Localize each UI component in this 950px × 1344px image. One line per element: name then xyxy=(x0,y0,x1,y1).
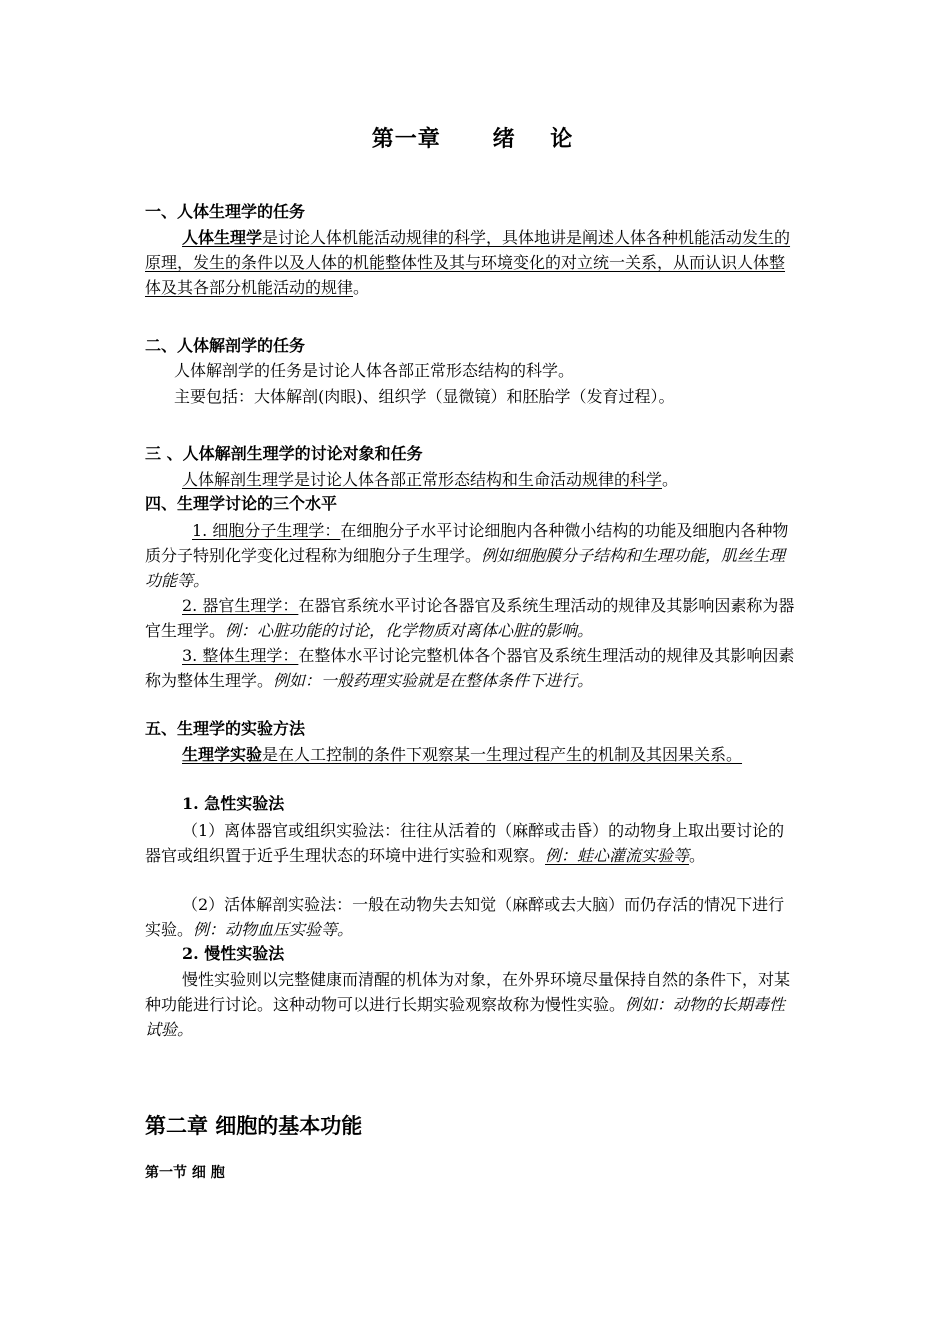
in-vitro-text: （1）离体器官或组织实验法：往往从活着的（麻醉或击昏）的动物身上取出要讨论的器官或组织置于近乎生理状态的环境中进行实验和观察。 xyxy=(145,821,785,865)
level2-paragraph xyxy=(145,593,800,643)
section1-heading: 一、人体生理学的任务 xyxy=(145,202,306,221)
section1-paragraph xyxy=(145,225,800,300)
section5-term: 生理学实验 xyxy=(182,745,263,764)
section-cell-title: 第一节 细 胞 xyxy=(145,1165,225,1181)
chronic-text: 慢性实验则以完整健康而清醒的机体为对象，在外界环境尽量保持自然的条件下，对某种功能进行讨论。这种动物可以进行长期实验观察故称为慢性实验。 xyxy=(145,970,791,1014)
level3-paragraph xyxy=(145,643,800,693)
section3-paragraph xyxy=(145,467,800,492)
level2-label: 2. 器官生理学： xyxy=(182,596,299,615)
section3-end: 。 xyxy=(662,470,679,489)
section1-end: 。 xyxy=(353,278,370,297)
level3-example: 例如：一般药理实验就是在整体条件下进行。 xyxy=(273,671,594,690)
level3-label: 3. 整体生理学： xyxy=(182,646,299,665)
level2-example: 例：心脏功能的讨论，化学物质对离体心脏的影响。 xyxy=(225,621,594,640)
in-vivo-paragraph xyxy=(145,892,800,942)
section2-heading: 二、人体解剖学的任务 xyxy=(145,336,306,355)
level1-example: 例如细胞膜分子结构和生理功能，肌丝生理功能等。 xyxy=(145,546,786,590)
section5-body: 是在人工控制的条件下观察某一生理过程产生的机制及其因果关系。 xyxy=(262,745,743,764)
section1-body: 是讨论人体机能活动规律的科学，具体地讲是阐述人体各种机能活动发生的原理，发生的条件以及人体的机能整体性及其与环境变化的对立统一关系，从而认识人体整体及其各部分机能活动的规律 xyxy=(145,228,791,297)
chapter2-title: 第二章 细胞的基本功能 xyxy=(145,1113,363,1138)
in-vitro-end: 。 xyxy=(689,846,706,865)
level1-text: 在细胞分子水平讨论细胞内各种微小结构的功能及细胞内各种物质分子特别化学变化过程称为细胞分子生理学。 xyxy=(145,521,789,565)
section2-line2: 主要包括：大体解剖(肉眼)、组织学（显微镜）和胚胎学（发育过程）。 xyxy=(174,387,675,406)
acute-method-heading: 1. 急性实验法 xyxy=(182,794,285,813)
chronic-paragraph xyxy=(145,967,800,1042)
section5-paragraph xyxy=(145,742,800,767)
in-vitro-paragraph xyxy=(145,818,800,868)
section4-heading: 四、生理学讨论的三个水平 xyxy=(145,494,338,513)
section3-body: 人体解剖生理学是讨论人体各部正常形态结构和生命活动规律的科学 xyxy=(182,470,663,489)
level1-paragraph xyxy=(145,518,800,593)
in-vivo-example: 例：动物血压实验等。 xyxy=(193,920,354,939)
in-vitro-example: 例：蛙心灌流实验等 xyxy=(545,846,690,865)
section2-line1: 人体解剖学的任务是讨论人体各部正常形态结构的科学。 xyxy=(174,361,575,380)
level2-text: 在器官系统水平讨论各器官及系统生理活动的规律及其影响因素称为器官生理学。 xyxy=(145,596,795,640)
level3-text: 在整体水平讨论完整机体各个器官及系统生理活动的规律及其影响因素称为整体生理学。 xyxy=(145,646,795,690)
section5-heading: 五、生理学的实验方法 xyxy=(145,719,306,738)
chapter1-title: 第一章 绪 论 xyxy=(371,126,574,152)
in-vivo-text: （2）活体解剖实验法：一般在动物失去知觉（麻醉或去大脑）而仍存活的情况下进行实验。 xyxy=(145,895,785,939)
section3-heading: 三 、人体解剖生理学的讨论对象和任务 xyxy=(145,444,423,463)
section1-term: 人体生理学 xyxy=(182,228,263,247)
level1-label: 1. 细胞分子生理学： xyxy=(192,521,341,540)
chronic-method-heading: 2. 慢性实验法 xyxy=(182,944,285,963)
chronic-example: 例如：动物的长期毒性试验。 xyxy=(145,995,786,1039)
